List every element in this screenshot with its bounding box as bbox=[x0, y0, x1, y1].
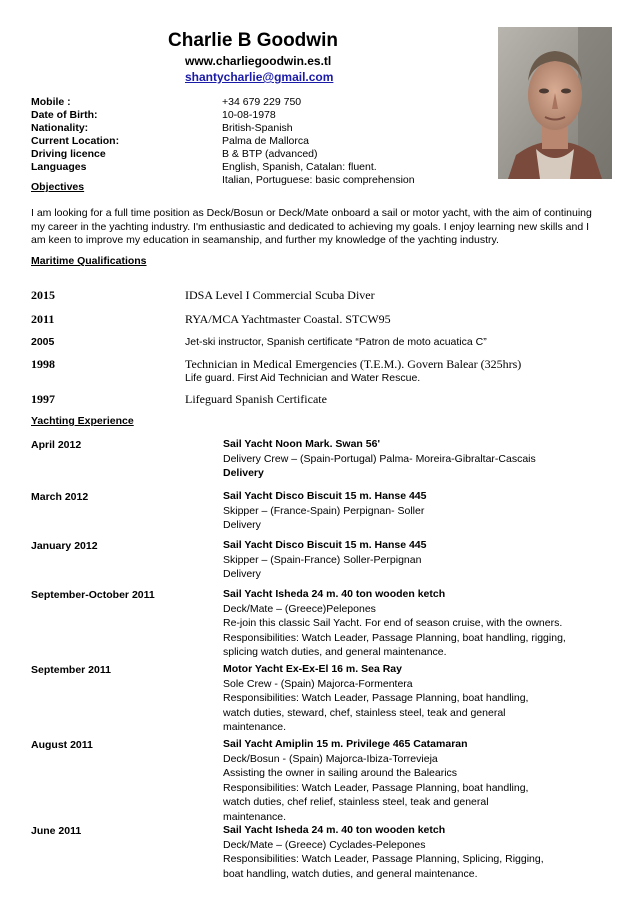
experience-detail: Delivery bbox=[223, 568, 261, 581]
experience-entry bbox=[223, 489, 613, 533]
objectives-line: I am looking for a full time position as Deck/Bosun or Deck/Mate onboard a sail or motor yacht, with the aim of continuing bbox=[31, 207, 592, 219]
experience-vessel: Sail Yacht Isheda 24 m. 40 ton wooden ketch bbox=[223, 588, 446, 600]
qualification-year: 2015 bbox=[31, 288, 55, 302]
objectives-line: am keen to improve my education in seamanship, and further my knowledge of the yachting industry. bbox=[31, 234, 499, 246]
qualification-description: Jet-ski instructor, Spanish certificate “Patron de moto acuatica C” bbox=[185, 336, 487, 348]
personal-label-licence: Driving licence bbox=[31, 148, 106, 160]
personal-value-languages-extra: Italian, Portuguese: basic comprehension bbox=[222, 174, 415, 186]
experience-detail: watch duties, steward, chef, stainless steel, teak and general bbox=[223, 706, 506, 719]
experience-detail: Responsibilities: Watch Leader, Passage Planning, Splicing, Rigging, bbox=[223, 853, 544, 866]
experience-date: August 2011 bbox=[31, 739, 93, 751]
experience-detail: Skipper – (France-Spain) Perpignan- Soller bbox=[223, 504, 425, 517]
experience-detail: splicing watch duties, and general maintenance. bbox=[223, 646, 447, 659]
experience-detail: Skipper – (Spain-France) Soller-Perpignan bbox=[223, 553, 422, 566]
personal-label-languages: Languages bbox=[31, 161, 87, 173]
email-link[interactable]: shantycharlie@gmail.com bbox=[185, 70, 334, 84]
experience-detail: Assisting the owner in sailing around the Balearics bbox=[223, 767, 458, 780]
experience-vessel: Motor Yacht Ex-Ex-El 16 m. Sea Ray bbox=[223, 663, 402, 675]
experience-date: January 2012 bbox=[31, 540, 98, 552]
experience-vessel: Sail Yacht Amiplin 15 m. Privilege 465 Catamaran bbox=[223, 738, 468, 750]
experience-detail: Responsibilities: Watch Leader, Passage Planning, boat handling, bbox=[223, 781, 529, 794]
experience-detail: Responsibilities: Watch Leader, Passage Planning, boat handling, rigging, bbox=[223, 631, 566, 644]
experience-vessel: Sail Yacht Disco Biscuit 15 m. Hanse 445 bbox=[223, 490, 427, 502]
qualification-description: RYA/MCA Yachtmaster Coastal. STCW95 bbox=[185, 312, 391, 326]
personal-value-location: Palma de Mallorca bbox=[222, 135, 309, 147]
experience-detail: Delivery Crew – (Spain-Portugal) Palma- Moreira-Gibraltar-Cascais bbox=[223, 452, 536, 465]
objectives-heading: Objectives bbox=[31, 181, 85, 193]
experience-date: March 2012 bbox=[31, 491, 89, 503]
portrait-image bbox=[498, 27, 612, 179]
personal-value-nationality: British-Spanish bbox=[222, 122, 293, 134]
personal-value-licence: B & BTP (advanced) bbox=[222, 148, 318, 160]
personal-value-dob: 10-08-1978 bbox=[222, 109, 276, 121]
personal-label-dob: Date of Birth: bbox=[31, 109, 98, 121]
objectives-paragraph bbox=[31, 207, 606, 248]
qualification-year: 2011 bbox=[31, 312, 55, 326]
experience-detail: Deck/Mate – (Greece)Pelepones bbox=[223, 602, 376, 615]
experience-detail: maintenance. bbox=[223, 721, 287, 734]
personal-label-nationality: Nationality: bbox=[31, 122, 89, 134]
experience-entry bbox=[223, 437, 613, 481]
experience-detail: maintenance. bbox=[223, 810, 287, 823]
experience-vessel: Sail Yacht Noon Mark. Swan 56' bbox=[223, 438, 380, 450]
experience-entry bbox=[223, 823, 613, 881]
objectives-line: my career in the yachting industry. I'm enthusiastic and dedicated to achieving my goals. I enjoy learning new skills and I bbox=[31, 220, 590, 233]
experience-detail: Deck/Mate – (Greece) Cyclades-Pelepones bbox=[223, 838, 426, 851]
personal-value-languages: English, Spanish, Catalan: fluent. bbox=[222, 161, 377, 173]
experience-detail: watch duties, chef relief, stainless steel, teak and general bbox=[223, 796, 489, 809]
experience-date: April 2012 bbox=[31, 439, 82, 451]
experience-vessel: Sail Yacht Isheda 24 m. 40 ton wooden ketch bbox=[223, 824, 446, 836]
profile-photo bbox=[498, 27, 612, 179]
experience-entry bbox=[223, 538, 613, 582]
qualification-description: IDSA Level I Commercial Scuba Diver bbox=[185, 288, 375, 302]
qualification-year: 1997 bbox=[31, 392, 55, 406]
experience-detail: Re-join this classic Sail Yacht. For end of season cruise, with the owners. bbox=[223, 617, 563, 630]
qualification-description: Lifeguard Spanish Certificate bbox=[185, 392, 327, 406]
website-link[interactable]: www.charliegoodwin.es.tl bbox=[185, 54, 332, 68]
experience-detail: Sole Crew - (Spain) Majorca-Formentera bbox=[223, 677, 413, 690]
experience-detail: boat handling, watch duties, and general maintenance. bbox=[223, 867, 478, 880]
experience-date: September-October 2011 bbox=[31, 589, 155, 601]
experience-entry bbox=[223, 662, 613, 735]
candidate-name: Charlie B Goodwin bbox=[168, 30, 338, 51]
qualification-description: Life guard. First Aid Technician and Water Rescue. bbox=[185, 372, 421, 384]
experience-date: September 2011 bbox=[31, 664, 111, 676]
qualification-year: 2005 bbox=[31, 336, 55, 348]
experience-detail: Deck/Bosun - (Spain) Majorca-Ibiza-Torrevieja bbox=[223, 752, 438, 765]
qualification-description: Technician in Medical Emergencies (T.E.M.). Govern Balear (325hrs) bbox=[185, 357, 522, 371]
personal-label-mobile: Mobile : bbox=[31, 96, 71, 108]
qualification-year: 1998 bbox=[31, 357, 55, 371]
experience-entry bbox=[223, 587, 613, 660]
experience-date: June 2011 bbox=[31, 825, 82, 837]
personal-value-mobile: +34 679 229 750 bbox=[222, 96, 302, 108]
experience-detail: Delivery bbox=[223, 519, 261, 532]
experience-detail: Delivery bbox=[223, 467, 264, 480]
experience-detail: Responsibilities: Watch Leader, Passage Planning, boat handling, bbox=[223, 692, 529, 705]
personal-label-location: Current Location: bbox=[31, 135, 120, 147]
qualifications-heading: Maritime Qualifications bbox=[31, 255, 147, 267]
experience-entry bbox=[223, 737, 613, 825]
experience-vessel: Sail Yacht Disco Biscuit 15 m. Hanse 445 bbox=[223, 539, 427, 551]
experience-heading: Yachting Experience bbox=[31, 415, 134, 427]
